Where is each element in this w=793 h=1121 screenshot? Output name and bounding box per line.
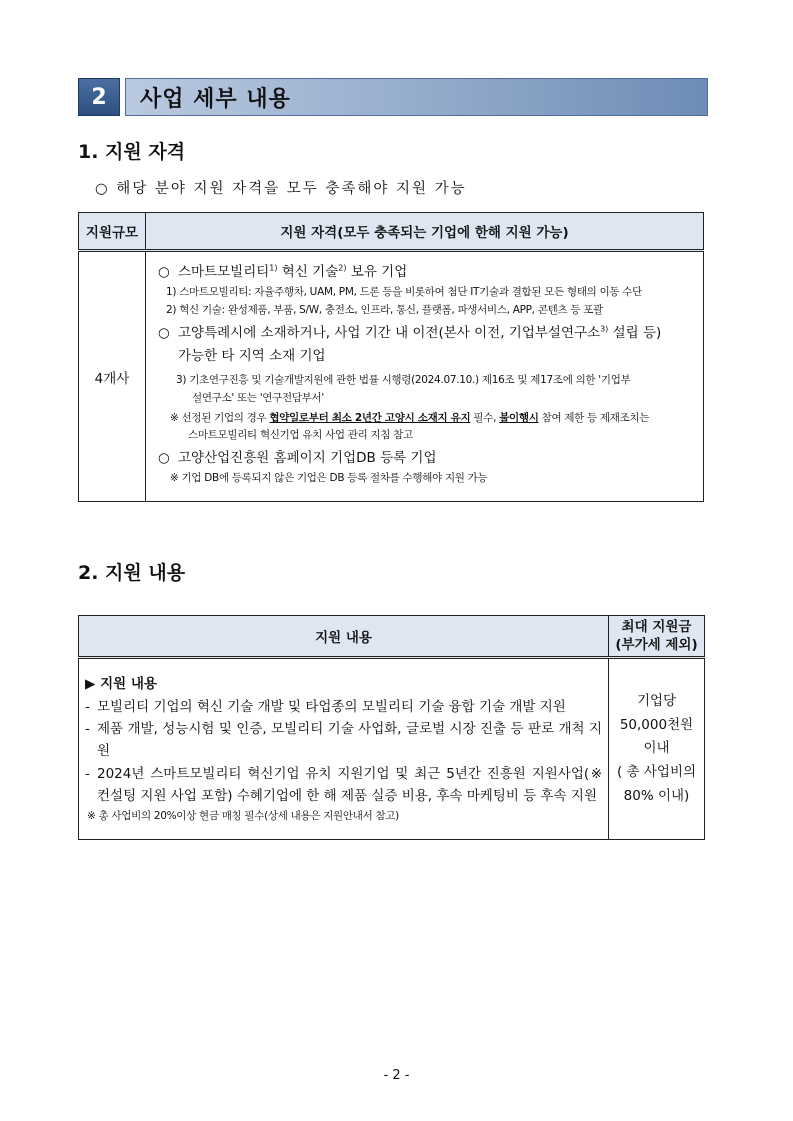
support-heading: 2. 지원 내용 xyxy=(78,562,186,584)
footnote-2: 2) 혁신 기술: 완성제품, 부품, S/W, 충전소, 인프라, 통신, 플랫폼, 파생서비스, APP, 콘텐츠 등 포괄 xyxy=(166,303,603,316)
support-content-cell xyxy=(79,658,609,840)
reference-note: ※ 선정된 기업의 경우 협약일로부터 최소 2년간 고양시 소재지 유지 필수, 불이행시 참여 제한 등 제재조치는 xyxy=(170,411,650,424)
col-header-scale: 지원규모 xyxy=(79,213,146,251)
qualification-cell xyxy=(146,251,704,502)
circle-bullet-icon: ○ xyxy=(158,324,170,341)
qualification-bullet-2: ○ 고양특례시에 소재하거나, 사업 기간 내 이전(본사 이전, 기업부설연구소$^{3)}$ 설립 등) xyxy=(158,323,693,344)
eligibility-table xyxy=(78,212,704,502)
qualification-bullet-3: ○ 고양산업진흥원 홈페이지 기업DB 등록 기업 xyxy=(158,448,693,469)
list-item: - 2024년 스마트모빌리티 혁신기업 유치 지원기업 및 최근 5년간 진흥원 지원사업(※ 컨설팅 지원 사업 포함) 수혜기업에 한 해 제품 실증 비용, 후속 마케팅비 등 후속 지원 xyxy=(85,765,602,804)
qualification-bullet-2-cont: 가능한 타 지역 소재 기업 xyxy=(178,347,326,364)
section-title: 사업 세부 내용 xyxy=(125,78,708,116)
reference-note-cont: 스마트모빌리티 혁신기업 유치 사업 관리 지침 참고 xyxy=(188,429,413,442)
max-amount-cell: 기업당 50,000천원 이내 ( 총 사업비의 80% 이내) xyxy=(609,658,705,840)
col-header-qualification: 지원 자격(모두 충족되는 기업에 한해 지원 가능) xyxy=(146,213,704,251)
eligibility-intro: ○ 해당 분야 지원 자격을 모두 충족해야 지원 가능 xyxy=(95,181,467,197)
footnote-3-cont: 설연구소' 또는 '연구전담부서' xyxy=(192,391,324,404)
list-item: - 제품 개발, 성능시험 및 인증, 모빌리티 기술 사업화, 글로벌 시장 진출 등 판로 개척 지원 xyxy=(85,720,602,760)
circle-bullet-icon: ○ xyxy=(158,450,170,467)
reference-note-2: ※ 기업 DB에 등록되지 않은 기업은 DB 등록 절차를 수행해야 지원 가능 xyxy=(170,472,488,485)
page-number: - 2 - xyxy=(383,1068,410,1083)
section-header xyxy=(78,78,708,116)
qualification-bullet-1: ○ 스마트모빌리티$^{1)}$ 혁신 기술$^{2)}$ 보유 기업 xyxy=(158,262,693,283)
support-note: ※ 총 사업비의 20%이상 현금 매칭 필수(상세 내용은 지원안내서 참고) xyxy=(87,810,399,823)
footnote-3: 3) 기초연구진흥 및 기술개발지원에 관한 법률 시행령(2024.07.10.) 제16조 및 제17조에 의한 '기업부 xyxy=(176,373,631,386)
scale-value: 4개사 xyxy=(79,251,146,502)
col-header-content: 지원 내용 xyxy=(79,616,609,658)
list-item: - 모빌리티 기업의 혁신 기술 개발 및 타업종의 모빌리티 기술 융합 기술 개발 지원 xyxy=(85,698,566,715)
col-header-max-amount: 최대 지원금 (부가세 제외) xyxy=(609,616,705,658)
support-content-title: ▶ 지원 내용 xyxy=(85,676,157,693)
eligibility-heading: 1. 지원 자격 xyxy=(78,141,186,163)
circle-bullet-icon: ○ xyxy=(158,264,170,280)
section-number: 2 xyxy=(78,78,120,116)
footnote-1: 1) 스마트모빌리티: 자율주행차, UAM, PM, 드론 등을 비롯하여 첨단 IT기술과 결합된 모든 형태의 이동 수단 xyxy=(166,285,642,298)
support-table xyxy=(78,615,705,840)
